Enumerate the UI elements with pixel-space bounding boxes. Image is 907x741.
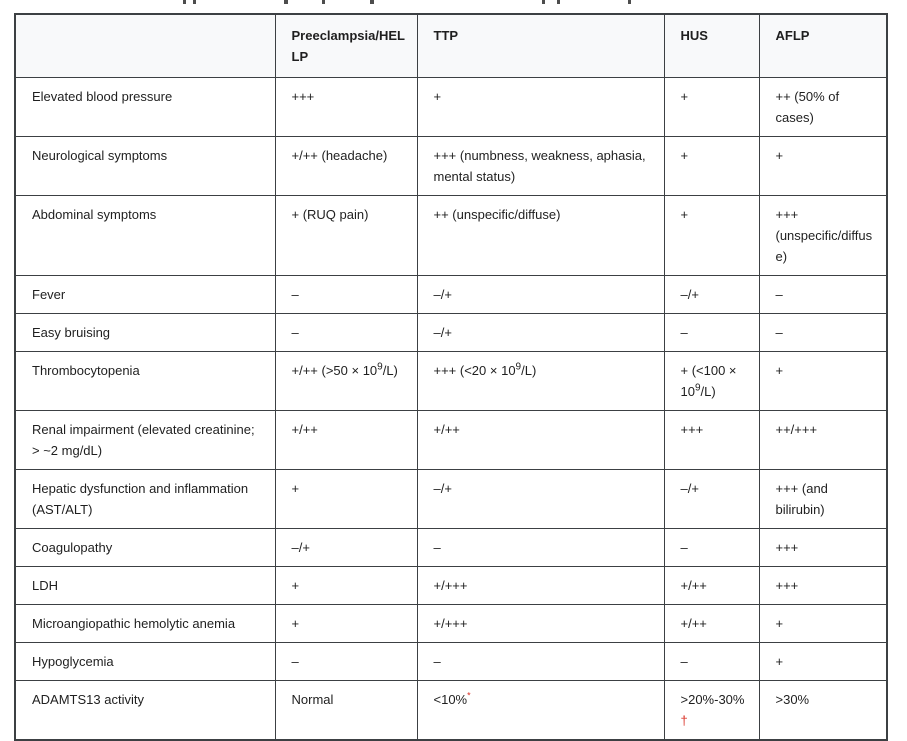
value-cell: +/+++ (417, 567, 664, 605)
value-cell: +++ (759, 567, 887, 605)
value-cell: >30% (759, 681, 887, 741)
row-label-cell: Renal impairment (elevated creatinine; > ~2 mg/dL) (15, 411, 275, 470)
value-cell: +++ $(<20 \times 10^9/L)$ (417, 352, 664, 411)
value-cell: – (417, 643, 664, 681)
header-row (15, 14, 887, 78)
value-cell: ++/+++ (759, 411, 887, 470)
comparison-table (14, 13, 888, 741)
row-label-cell: Hepatic dysfunction and inflammation (AST/ALT) (15, 470, 275, 529)
value-cell: +/++ $(>50 \times 10^9/L)$ (275, 352, 417, 411)
value-cell: +++ (275, 78, 417, 137)
row-label-cell: Elevated blood pressure (15, 78, 275, 137)
value-cell: –/+ (664, 276, 759, 314)
table-row (15, 470, 887, 529)
value-cell: – (759, 276, 887, 314)
value-cell: +/++ (664, 567, 759, 605)
value-cell: ++ (unspecific/diffuse) (417, 196, 664, 276)
value-cell: + (664, 78, 759, 137)
footnote-marker: * (467, 690, 471, 701)
table-row (15, 276, 887, 314)
row-label-cell: Fever (15, 276, 275, 314)
row-label-cell: Easy bruising (15, 314, 275, 352)
row-label-cell: LDH (15, 567, 275, 605)
table-row (15, 196, 887, 276)
value-cell: +++ (664, 411, 759, 470)
row-label-cell: ADAMTS13 activity (15, 681, 275, 741)
table-row (15, 529, 887, 567)
row-label-cell: Neurological symptoms (15, 137, 275, 196)
value-cell: –/+ (664, 470, 759, 529)
value-cell: – (664, 529, 759, 567)
table-row (15, 643, 887, 681)
value-cell: >20%-30%† (664, 681, 759, 741)
value-cell: + (759, 605, 887, 643)
table-row (15, 314, 887, 352)
value-cell: – (759, 314, 887, 352)
header-cell-preeclampsia-hellp: Preeclampsia/HELLP (275, 14, 417, 78)
table-row (15, 137, 887, 196)
value-cell: –/+ (417, 470, 664, 529)
table-row (15, 681, 887, 741)
row-label-cell: Coagulopathy (15, 529, 275, 567)
value-cell: + $(<100 \times 10^9/L)$ (664, 352, 759, 411)
value-cell: + (759, 137, 887, 196)
row-label-cell: Hypoglycemia (15, 643, 275, 681)
value-cell: +/++ (417, 411, 664, 470)
value-cell: – (275, 314, 417, 352)
header-cell-ttp: TTP (417, 14, 664, 78)
value-cell: +++ (and bilirubin) (759, 470, 887, 529)
table-row (15, 411, 887, 470)
footnote-marker: † (680, 713, 688, 728)
table-row (15, 78, 887, 137)
value-cell: +/++ (headache) (275, 137, 417, 196)
value-cell: + (759, 643, 887, 681)
value-cell: + (275, 470, 417, 529)
value-cell: – (417, 529, 664, 567)
row-label-cell: Abdominal symptoms (15, 196, 275, 276)
value-cell: +++ (numbness, weakness, aphasia, mental status) (417, 137, 664, 196)
table-body (15, 78, 887, 741)
value-cell: <10%* (417, 681, 664, 741)
value-cell: +/++ (275, 411, 417, 470)
table-row (15, 567, 887, 605)
value-cell: – (664, 643, 759, 681)
value-cell: – (664, 314, 759, 352)
row-label-cell: Thrombocytopenia (15, 352, 275, 411)
value-cell: – (275, 276, 417, 314)
header-cell-hus: HUS (664, 14, 759, 78)
header-cell-aflp: AFLP (759, 14, 887, 78)
value-cell: +/+++ (417, 605, 664, 643)
value-cell: ++ (50% of cases) (759, 78, 887, 137)
value-cell: + (664, 196, 759, 276)
header-cell-blank (15, 14, 275, 78)
table-row (15, 605, 887, 643)
value-cell: + (759, 352, 887, 411)
value-cell: +++ (unspecific/diffuse) (759, 196, 887, 276)
value-cell: –/+ (275, 529, 417, 567)
value-cell: + (664, 137, 759, 196)
value-cell: + (275, 567, 417, 605)
value-cell: + (275, 605, 417, 643)
value-cell: Normal (275, 681, 417, 741)
value-cell: + (RUQ pain) (275, 196, 417, 276)
table-row (15, 352, 887, 411)
value-cell: –/+ (417, 276, 664, 314)
value-cell: +/++ (664, 605, 759, 643)
value-cell: –/+ (417, 314, 664, 352)
value-cell: + (417, 78, 664, 137)
table-header (15, 14, 887, 78)
value-cell: +++ (759, 529, 887, 567)
value-cell: – (275, 643, 417, 681)
row-label-cell: Microangiopathic hemolytic anemia (15, 605, 275, 643)
